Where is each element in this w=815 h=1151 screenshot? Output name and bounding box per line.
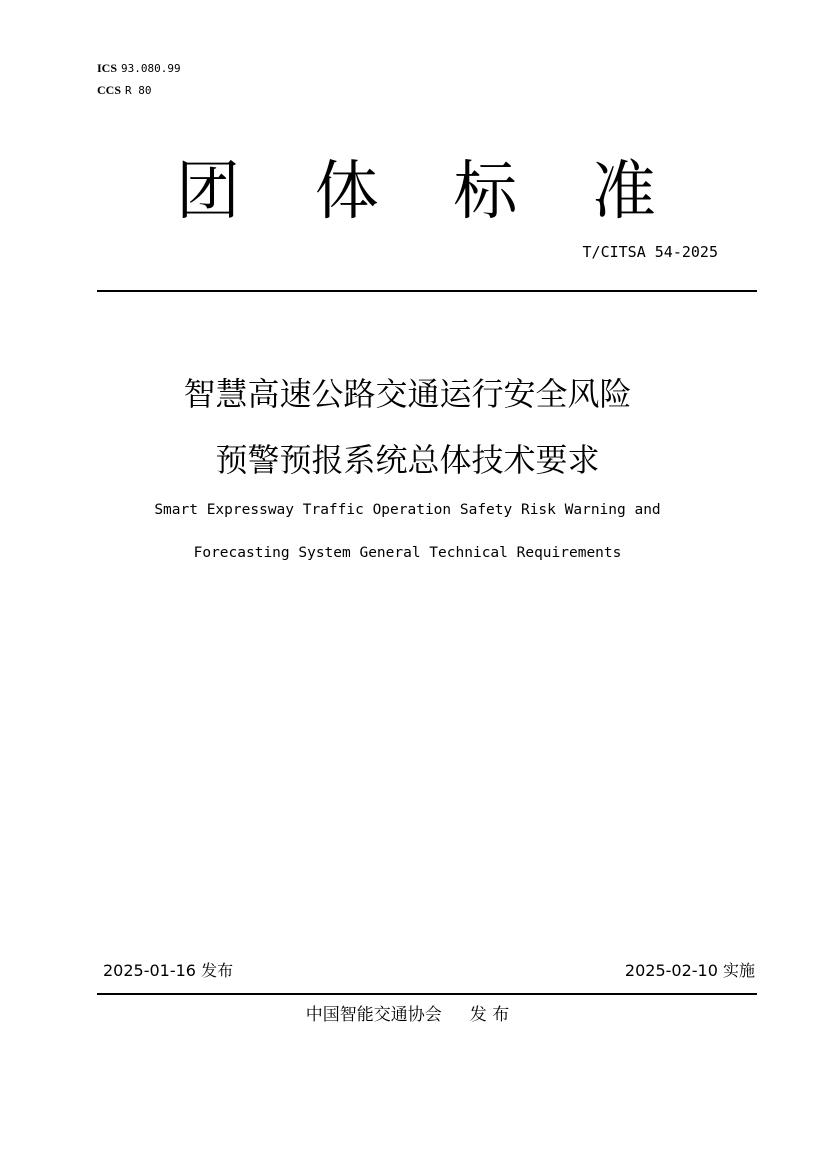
ccs-code: R 80 [125,84,152,97]
ccs-label: CCS [97,83,122,97]
title-chinese-line-2: 预警预报系统总体技术要求 [215,441,600,479]
standard-number: T/CITSA 54-2025 [582,243,718,261]
ics-classification [97,60,181,77]
doc-type-char-1: 团 [176,155,240,229]
bottom-divider [97,993,757,995]
doc-type-char-4: 准 [591,155,656,229]
title-english-line-1: Smart Expressway Traffic Operation Safety Risk Warning and [154,502,661,518]
doc-type-char-2: 体 [314,155,379,229]
title-english-line-2: Forecasting System General Technical Requirements [193,545,622,561]
publisher-name: 中国智能交通协会 [305,1005,442,1025]
publish-action: 发 布 [469,1005,510,1025]
ccs-classification [97,82,152,99]
effective-date: 2025-02-10 实施 [624,961,755,980]
ics-code: 93.080.99 [121,62,181,75]
publisher-line [0,1003,815,1027]
ics-label: ICS [97,61,118,75]
top-divider [97,290,757,292]
document-type-heading [176,152,656,232]
doc-type-char-3: 标 [453,155,518,229]
title-chinese-line-1: 智慧高速公路交通运行安全风险 [183,375,632,413]
issue-date: 2025-01-16 发布 [103,961,234,980]
